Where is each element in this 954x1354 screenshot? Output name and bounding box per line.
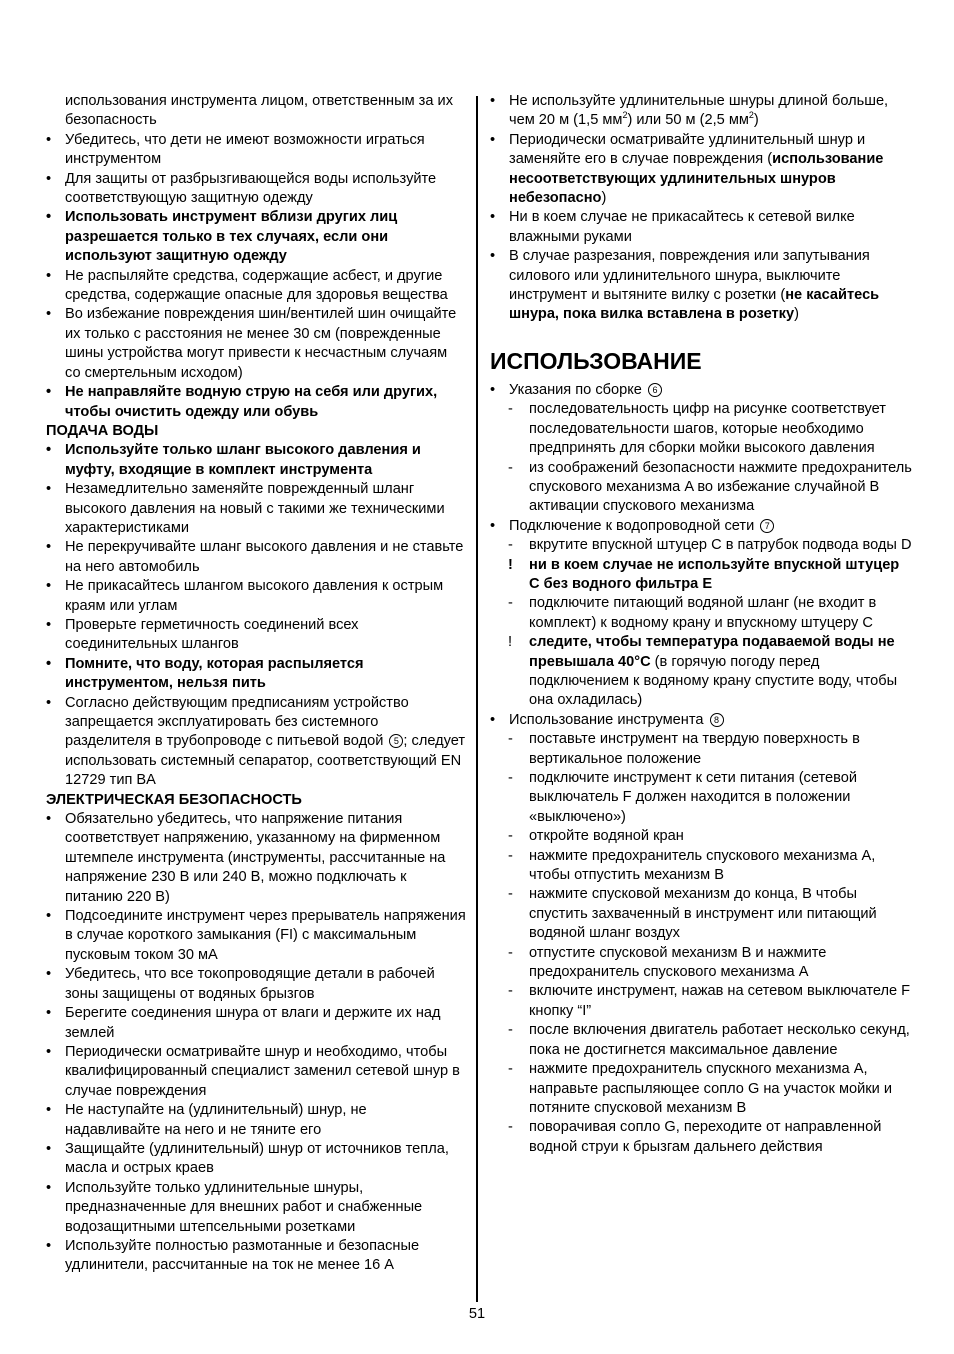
section-heading-water: ПОДАЧА ВОДЫ xyxy=(46,422,159,439)
list-item: • Защищайте (удлинительный) шнур от источников тепла, масла и острых краев xyxy=(46,1140,449,1177)
list-item: • Убедитесь, что все токопроводящие детали в рабочей зоны защищены от водяных брызгов xyxy=(46,966,435,1002)
figure-ref-icon: 7 xyxy=(760,519,774,533)
sub-item: - нажмите предохранитель спускового механизма A, чтобы отпустить механизм B xyxy=(508,847,876,884)
sub-item: - отпустите спусковой механизм B и нажмите предохранитель спускового механизма A xyxy=(508,944,827,981)
sub-item: - нажмите предохранитель спускного механизма A, направьте распыляющее сопло G на участок мойки и потяните спусковой механизм B xyxy=(508,1061,893,1116)
list-item: • Использование инструмента 8 xyxy=(490,711,912,730)
list-item: • Ни в коем случае не прикасайтесь к сетевой вилке влажными руками xyxy=(490,209,855,245)
sub-item: - нажмите спусковой механизм до конца, B чтобы спустить захваченный в инструмент или питающий водяной шланг воздух xyxy=(508,886,877,942)
sub-item: - поставьте инструмент на твердую поверхность в вертикальное положение xyxy=(508,731,860,767)
sub-item: - после включения двигатель работает несколько секунд, пока не достигнется максимальное давление xyxy=(508,1022,910,1058)
list-item: • Не направляйте водную струю на себя или других, чтобы очистить одежду или обувь xyxy=(46,384,438,420)
list-item: • Периодически осматривайте шнур и необходимо, чтобы квалифицированный специалист заменил сетевой шнур в случае повреждения xyxy=(46,1043,460,1099)
sub-item: - из соображений безопасности нажмите предохранитель спускового механизма A во избежание случайной B активации спускового механизма xyxy=(508,459,912,515)
list-item: • Подключение к водопроводной сети 7 xyxy=(490,517,912,536)
section-heading-electrical: ЭЛЕКТРИЧЕСКАЯ БЕЗОПАСНОСТЬ xyxy=(46,791,302,808)
list-item: • Во избежание повреждения шин/вентилей шин очищайте их только с расстояния не менее 30 см (поврежденные шины устройства могут привести к несчастным случаям со смертельным исходом) xyxy=(46,306,457,381)
list-item: • Помните, что воду, которая распыляется инструментом, нельзя пить xyxy=(46,655,364,692)
list-item: • Для защиты от разбрызгивающейся воды используйте соответствующую защитную одежду xyxy=(46,170,437,207)
list-item: • Берегите соединения шнура от влаги и держите их над землей xyxy=(46,1005,441,1041)
list-item: • Используйте полностью размотанные и безопасные удлинители, рассчитанные на ток не менее 16 A xyxy=(46,1237,420,1274)
warning-item: ! следите, чтобы температура подаваемой воды не превышала 40°C (в горячую погоду перед подключением к водяному крану спустите воду, чтобы она охладилась) xyxy=(508,634,898,709)
list-item: • Периодически осматривайте удлинительный шнур и заменяйте его в случае повреждения (использование несоответствующих удлинительных шнуров небезопасно) xyxy=(490,131,884,207)
sub-item: - откройте водяной кран xyxy=(508,828,684,845)
list-item: • Не прикасайтесь шлангом высокого давления к острым краям или углам xyxy=(46,578,444,614)
list-item: • Указания по сборке 6 xyxy=(490,381,912,400)
sub-item: - вкрутите впускной штуцер C в патрубок подвода воды D xyxy=(508,537,912,554)
sub-item: - подключите питающий водяной шланг (не входит в комплект) к водному крану и впускному штуцеру C xyxy=(508,595,877,631)
list-item: • Не перекручивайте шланг высокого давления и не ставьте на него автомобиль xyxy=(46,539,464,575)
warning-item: ! ни в коем случае не используйте впускной штуцер C без водного фильтра E xyxy=(508,556,900,592)
list-item: • Согласно действующим предписаниям устройство запрещается эксплуатировать без системного разделителя в трубопроводе с питьевой водой 5 ; следует использовать системный сепаратор, соответствующий EN 12729 тип BA xyxy=(46,694,466,789)
list-item: • Используйте только удлинительные шнуры, предназначенные для внешних работ и снабженные водозащитными штепсельными розетками xyxy=(46,1179,423,1235)
sub-item: - последовательность цифр на рисунке соответствует последовательности шагов, которые необходимо предпринять для сборки мойки высокого давления xyxy=(508,401,886,457)
list-item: • Используйте только шланг высокого давления и муфту, входящие в комплект инструмента xyxy=(46,442,421,478)
sub-item: - подключите инструмент к сети питания (сетевой выключатель F должен находится в положении «выключено») xyxy=(508,770,857,825)
left-column xyxy=(46,92,466,1276)
list-item: • Не используйте удлинительные шнуры длиной больше, чем 20 м (1,5 $мм^2$) или 50 м (2,5 $мм^2$) xyxy=(490,93,889,129)
list-item: • Проверьте герметичность соединений всех соединительных шлангов xyxy=(46,616,359,653)
sub-item: - включите инструмент, нажав на сетевом выключателе F кнопку “I” xyxy=(508,983,911,1019)
figure-ref-icon: 8 xyxy=(710,713,724,727)
column-divider xyxy=(476,96,478,1302)
list-item: • Использовать инструмент вблизи других лиц разрешается только в тех случаях, если они используют защитную одежду xyxy=(46,209,398,265)
list-item: • Не наступайте на (удлинительный) шнур, не надавливайте на него и не тяните его xyxy=(46,1102,367,1138)
section-title-usage: ИСПОЛЬЗОВАНИЕ xyxy=(490,347,702,374)
continued-text: использования инструмента лицом, ответственным за их безопасность xyxy=(65,93,453,129)
list-item: • Убедитесь, что дети не имеют возможности играться инструментом xyxy=(46,131,425,168)
figure-ref-icon: 5 xyxy=(389,734,403,748)
page-number: 51 xyxy=(468,1306,486,1322)
list-item: • Незамедлительно заменяйте поврежденный шланг высокого давления на новый с такими же техническими характеристиками xyxy=(46,481,445,536)
list-item: • Подсоедините инструмент через прерыватель напряжения в случае короткого замыкания (FI) с максимальным пусковым током 30 мА xyxy=(46,908,466,963)
right-column xyxy=(490,92,912,1157)
sub-item: - поворачивая сопло G, переходите от направленной водной струи к брызгам дальнего действия xyxy=(508,1119,882,1155)
list-item: • Не распыляйте средства, содержащие асбест, и другие средства, содержащие опасные для здоровья вещества xyxy=(46,267,448,304)
list-item: • В случае разрезания, повреждения или запутывания силового или удлинительного шнура, выключите инструмент и вытяните вилку с розетки (не касайтесь шнура, пока вилка вставлена в розетку) xyxy=(490,248,880,323)
list-item: • Обязательно убедитесь, что напряжение питания соответствует напряжению, указанному на фирменном штемпеле инструмента (инструменты, рассчитанные на напряжение 230 В или 240 В, можно подключать к питанию 220 В) xyxy=(46,811,446,905)
figure-ref-icon: 6 xyxy=(648,383,662,397)
